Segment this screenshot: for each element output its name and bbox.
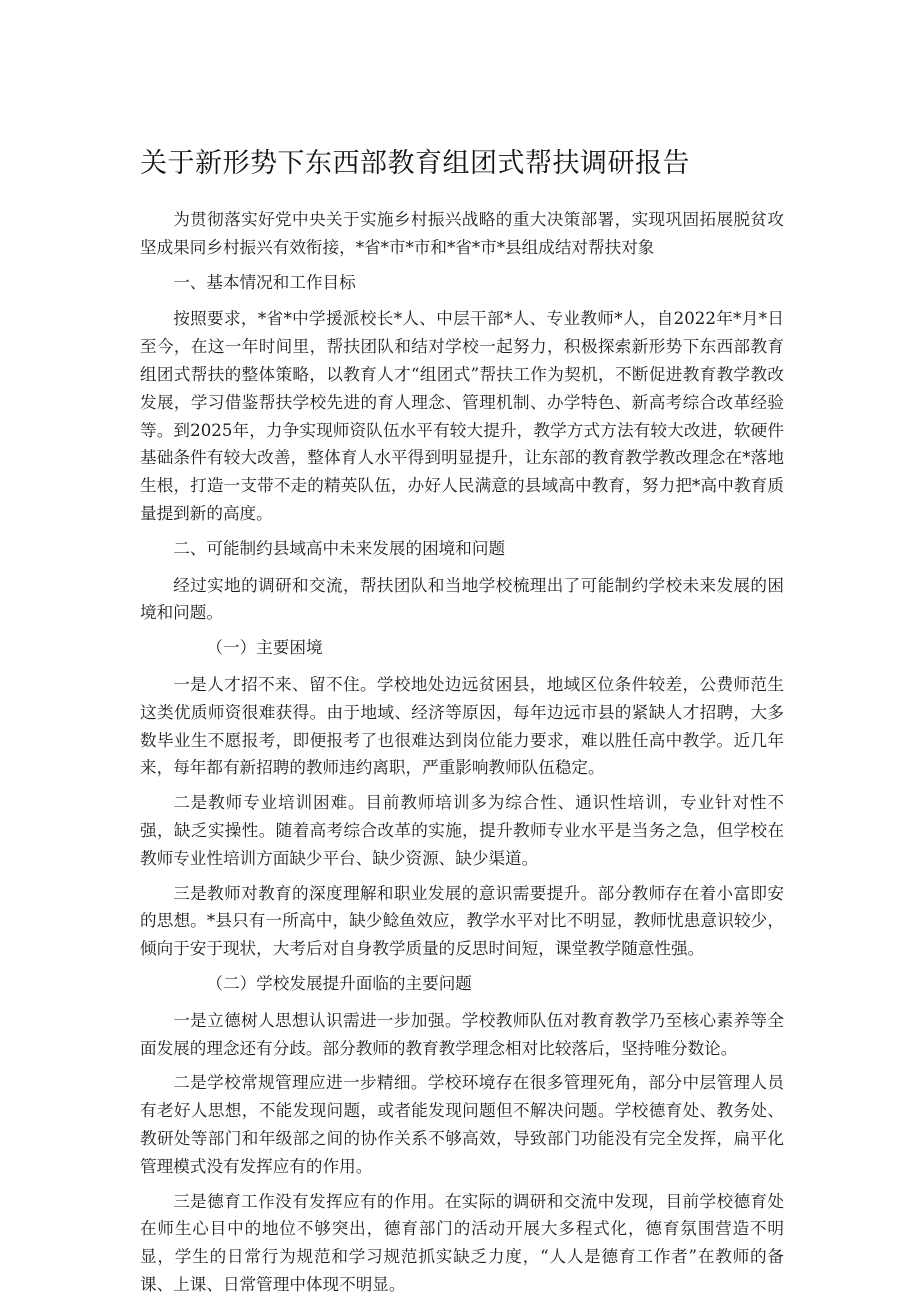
subsection-2-item: 二是学校常规管理应进一步精细。学校环境存在很多管理死角，部分中层管理人员有老好人思想，不能发现问题，或者能发现问题但不解决问题。学校德育处、教务处、教研处等部门和年级部之间的协作关系不够高效，导致部门功能没有完全发挥，扁平化管理模式没有发挥应有的作用。 bbox=[140, 1073, 784, 1176]
subsection-2-item: 一是立德树人思想认识需进一步加强。学校教师队伍对教育教学乃至核心素养等全面发展的理念还有分歧。部分教师的教育教学理念相对比较落后，坚持唯分数论。 bbox=[140, 1010, 784, 1058]
document-page bbox=[140, 144, 784, 1306]
subsection-1-heading: （一）主要困境 bbox=[206, 638, 323, 658]
section-1-heading: 一、基本情况和工作目标 bbox=[173, 272, 356, 292]
subsection-1-item: 一是人才招不来、留不住。学校地处边远贫困县，地域区位条件较差，公费师范生这类优质师资很难获得。由于地域、经济等原因，每年边远市县的紧缺人才招聘，大多数毕业生不愿报考，即便报考了也很难达到岗位能力要求，难以胜任高中教学。近几年来，每年都有新招聘的教师违约离职，严重影响教师队伍稳定。 bbox=[140, 674, 784, 778]
subsection-1-item: 三是教师对教育的深度理解和职业发展的意识需要提升。部分教师存在着小富即安的思想。*县只有一所高中，缺少鲶鱼效应，教学水平对比不明显，教师忧患意识较少，倾向于安于现状，大考后对自身教学质量的反思时间短，课堂教学随意性强。 bbox=[140, 883, 784, 959]
subsection-2-heading: （二）学校发展提升面临的主要问题 bbox=[206, 973, 472, 993]
section-2-intro: 经过实地的调研和交流，帮扶团队和当地学校梳理出了可能制约学校未来发展的困境和问题。 bbox=[140, 575, 784, 623]
subsection-2-item: 三是德育工作没有发挥应有的作用。在实际的调研和交流中发现，目前学校德育处在师生心目中的地位不够突出，德育部门的活动开展大多程式化，德育氛围营造不明显，学生的日常行为规范和学习规范抓实缺乏力度，“人人是德育工作者”在教师的备课、上课、日常管理中体现不明显。 bbox=[140, 1191, 784, 1294]
document-title: 关于新形势下东西部教育组团式帮扶调研报告 bbox=[140, 148, 690, 179]
section-1-body: 按照要求，*省*中学援派校长*人、中层干部*人、专业教师*人，自2022年*月*日至今，在这一年时间里，帮扶团队和结对学校一起努力，积极探索新形势下东西部教育组团式帮扶的整体策略，以教育人才“组团式”帮扶工作为契机，不断促进教育教学教改发展，学习借鉴帮扶学校先进的育人理念、管理机制、办学特色、新高考综合改革经验等。到2025年，力争实现师资队伍水平有较大提升，教学方式方法有较大改进，软硬件基础条件有较大改善，整体育人水平得到明显提升，让东部的教育教学教改理念在*落地生根，打造一支带不走的精英队伍，办好人民满意的县域高中教育，努力把*高中教育质量提到新的高度。 bbox=[140, 309, 784, 523]
intro-paragraph: 为贯彻落实好党中央关于实施乡村振兴战略的重大决策部署，实现巩固拓展脱贫攻坚成果同乡村振兴有效衔接，*省*市*市和*省*市*县组成结对帮扶对象 bbox=[140, 210, 784, 257]
section-2-heading: 二、可能制约县域高中未来发展的困境和问题 bbox=[173, 538, 506, 558]
subsection-1-item: 二是教师专业培训困难。目前教师培训多为综合性、通识性培训，专业针对性不强，缺乏实操性。随着高考综合改革的实施，提升教师专业水平是当务之急，但学校在教师专业性培训方面缺少平台、缺少资源、缺少渠道。 bbox=[140, 793, 784, 868]
